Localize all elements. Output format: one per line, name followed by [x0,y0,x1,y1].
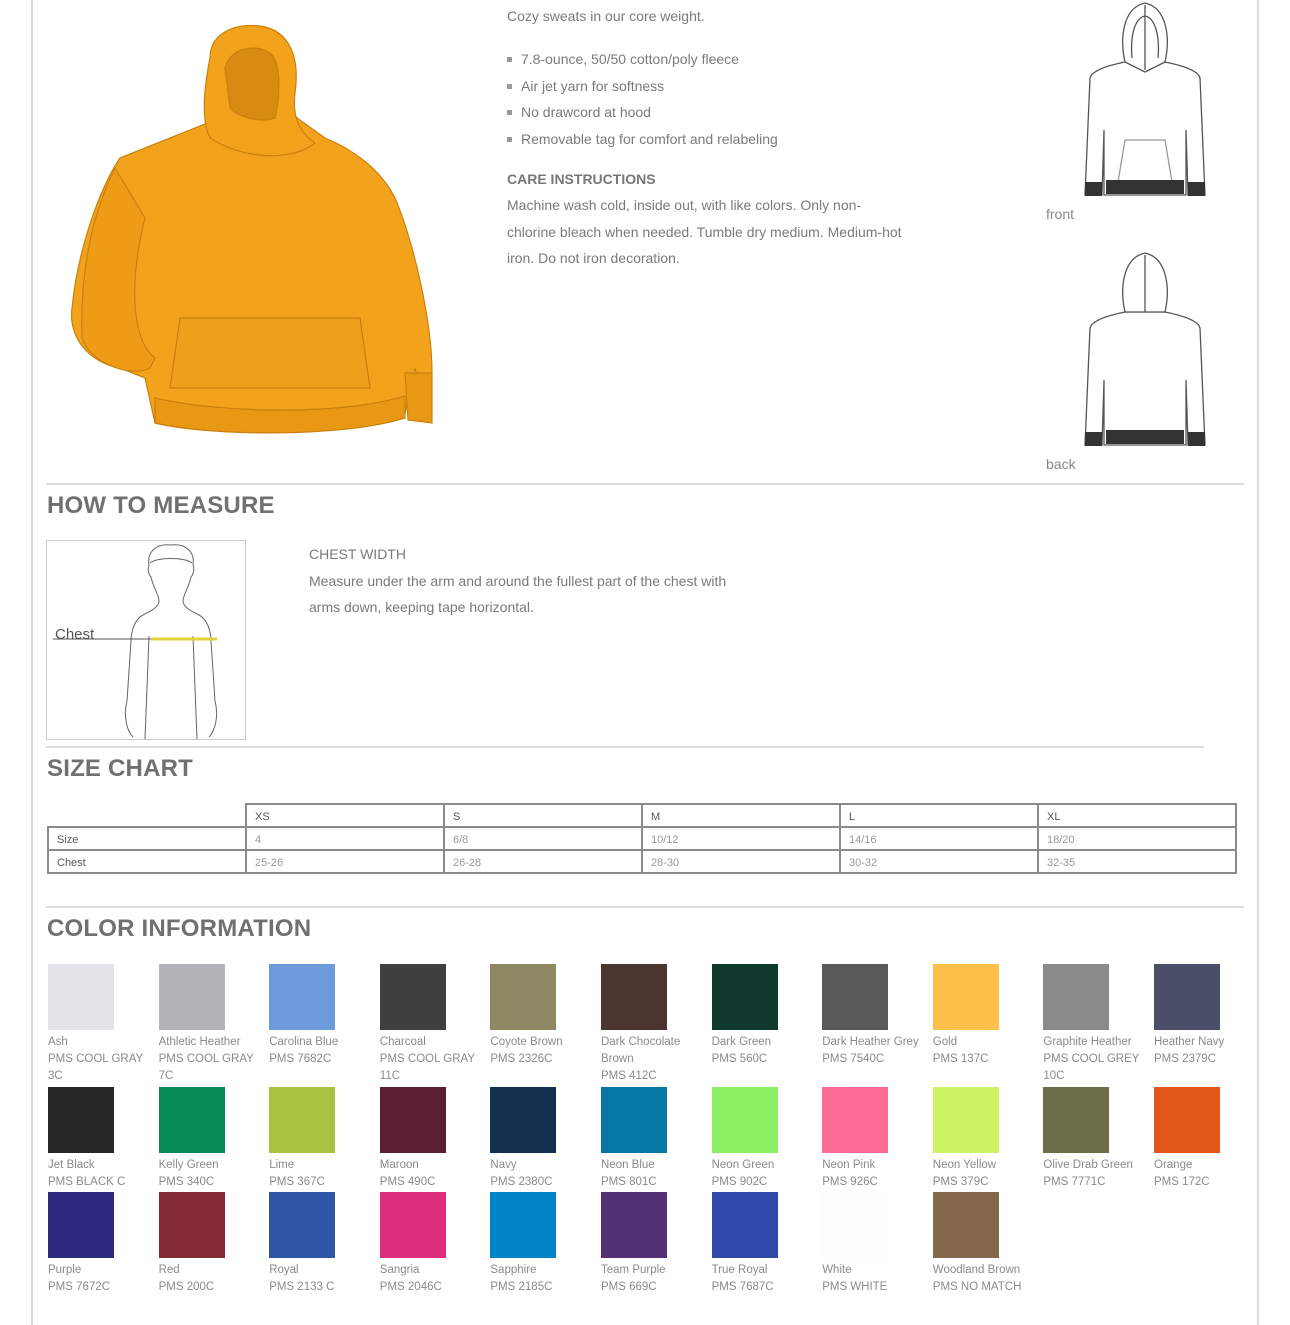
color-pms-code: PMS 560C [711,1053,768,1065]
chest-width-title: CHEST WIDTH [309,546,406,562]
table-header-cell [48,804,246,827]
color-swatch[interactable] [159,1192,269,1296]
color-information-title: COLOR INFORMATION [47,915,312,942]
color-swatch[interactable] [822,1087,932,1191]
color-swatch[interactable] [490,964,600,1068]
table-cell: 28-30 [642,850,840,873]
divider [46,483,1244,485]
color-chip[interactable] [1043,964,1109,1030]
table-cell: 25-26 [246,850,444,873]
color-pms-code: PMS 7687C [711,1281,774,1293]
color-pms-code: PMS 7682C [269,1053,332,1065]
color-pms-code: PMS 669C [601,1281,657,1293]
color-chip[interactable] [601,1087,667,1153]
color-name: Dark Heather Grey [822,1036,919,1048]
back-view [1040,250,1250,500]
color-pms-code: PMS 2185C [490,1281,553,1293]
color-pms-code: PMS 412C [601,1070,657,1082]
color-name: Graphite Heather [1043,1036,1132,1048]
color-chip[interactable] [712,1192,778,1258]
table-cell: 32-35 [1038,850,1236,873]
table-cell: 10/12 [642,827,840,850]
color-chip[interactable] [822,1087,888,1153]
color-pms-code: PMS COOL GRAY 3C [48,1053,144,1082]
color-name: Dark Green [711,1036,772,1048]
color-pms-code: PMS 7672C [48,1281,111,1293]
color-name: Sapphire [490,1264,537,1276]
color-swatch[interactable] [822,1192,932,1296]
color-name: Royal [269,1264,299,1276]
color-pms-code: PMS 137C [932,1053,989,1065]
color-pms-code: PMS 801C [601,1176,657,1188]
color-chip[interactable] [380,1192,446,1258]
color-pms-code: PMS 7540C [822,1053,885,1065]
color-pms-code: PMS 340C [158,1176,215,1188]
color-swatch[interactable] [159,1087,269,1191]
color-chip[interactable] [933,964,999,1030]
care-instructions-title: CARE INSTRUCTIONS [507,171,656,187]
color-chip[interactable] [601,1192,667,1258]
color-chip[interactable] [1154,964,1220,1030]
feature-item: Removable tag for comfort and relabeling [507,126,907,153]
hoodie-back-outline-icon [1080,250,1210,450]
care-instructions-text: Machine wash cold, inside out, with like colors. Only non-chlorine bleach when needed. Tumble dry medium. Medium-hot iron. Do not iron decoration. [507,197,902,266]
color-name: Purple [48,1264,82,1276]
color-swatch[interactable] [1043,964,1153,1085]
color-swatch[interactable] [269,1087,379,1191]
color-pms-code: PMS 172C [1154,1176,1210,1188]
color-swatch[interactable] [712,1192,822,1296]
color-swatch[interactable] [490,1087,600,1191]
hoodie-front-outline-icon [1080,0,1210,200]
color-swatch[interactable] [490,1192,600,1296]
color-name: Jet Black [48,1159,95,1171]
table-header-cell: XL [1038,804,1236,827]
color-swatch[interactable] [159,964,269,1085]
front-view-label: front [1046,206,1075,222]
measure-instructions [309,544,729,620]
color-chip[interactable] [48,1192,114,1258]
color-swatch[interactable] [269,1192,379,1296]
color-chip[interactable] [48,964,114,1030]
color-name: Red [158,1264,180,1276]
product-photo-gold-hoodie [60,18,440,443]
table-header-cell: M [642,804,840,827]
color-swatch[interactable] [48,1192,158,1296]
table-cell: 6/8 [444,827,642,850]
color-name: Navy [490,1159,517,1171]
color-name: Orange [1154,1159,1193,1171]
color-swatch[interactable] [48,964,158,1085]
color-chip[interactable] [159,1192,225,1258]
feature-item: Air jet yarn for softness [507,73,907,100]
color-pms-code: PMS WHITE [822,1281,888,1293]
table-header-cell: S [444,804,642,827]
color-chip[interactable] [822,1192,888,1258]
table-row [48,827,1236,850]
color-chip[interactable] [380,1087,446,1153]
front-view [1040,0,1250,250]
color-name: Dark Chocolate Brown [601,1036,681,1065]
color-pms-code: PMS 2133 C [269,1281,335,1293]
color-chip[interactable] [159,1087,225,1153]
table-cell: 18/20 [1038,827,1236,850]
garment-views [1040,0,1250,500]
size-chart-title: SIZE CHART [47,755,193,782]
color-chip[interactable] [712,964,778,1030]
color-swatch[interactable] [1043,1087,1153,1191]
table-row-label: Size [48,827,246,850]
color-swatch[interactable] [601,964,711,1085]
size-chart-header-row [48,804,1236,827]
color-chip[interactable] [269,1087,335,1153]
color-swatch[interactable] [1154,964,1264,1068]
color-pms-code: PMS 7771C [1043,1176,1106,1188]
color-chip[interactable] [490,964,556,1030]
color-name: Neon Blue [601,1159,655,1171]
table-header-cell: XS [246,804,444,827]
feature-item: No drawcord at hood [507,99,907,126]
color-name: Charcoal [379,1036,426,1048]
table-cell: 4 [246,827,444,850]
color-chip[interactable] [490,1087,556,1153]
product-description [507,6,907,272]
color-swatch[interactable] [380,964,490,1085]
color-swatch[interactable] [601,1087,711,1191]
bullet-icon [507,84,512,89]
color-name: Athletic Heather [158,1036,241,1048]
table-row-label: Chest [48,850,246,873]
color-pms-code: PMS BLACK C [48,1176,126,1188]
svg-text:Chest: Chest [55,626,95,643]
color-name: Neon Green [711,1159,775,1171]
color-swatch[interactable] [822,964,932,1068]
color-name: Neon Yellow [932,1159,997,1171]
table-cell: 14/16 [840,827,1038,850]
color-chip[interactable] [269,1192,335,1258]
color-swatch[interactable] [380,1087,490,1191]
back-view-label: back [1046,456,1076,472]
color-chip[interactable] [1043,1087,1109,1153]
color-name: Gold [932,1036,958,1048]
color-pms-code: PMS 2380C [490,1176,553,1188]
color-pms-code: PMS COOL GRAY 7C [158,1053,254,1082]
color-pms-code: PMS 2046C [379,1281,442,1293]
color-name: Kelly Green [158,1159,219,1171]
color-swatch[interactable] [712,1087,822,1191]
color-swatch[interactable] [933,964,1043,1068]
chest-width-text: Measure under the arm and around the fullest part of the chest with arms down, keeping tape horizontal. [309,573,727,615]
feature-item: 7.8-ounce, 50/50 cotton/poly fleece [507,46,907,73]
color-pms-code: PMS 926C [822,1176,878,1188]
color-name: Lime [269,1159,295,1171]
color-chip[interactable] [933,1087,999,1153]
color-pms-code: PMS 379C [932,1176,989,1188]
table-header-cell: L [840,804,1038,827]
color-name: Carolina Blue [269,1036,339,1048]
table-cell: 26-28 [444,850,642,873]
color-chip[interactable] [1154,1087,1220,1153]
color-name: Maroon [379,1159,419,1171]
color-name: Olive Drab Green [1043,1159,1133,1171]
color-pms-code: PMS 200C [158,1281,215,1293]
color-pms-code: PMS 2379C [1154,1053,1217,1065]
color-name: Team Purple [601,1264,666,1276]
color-chip[interactable] [933,1192,999,1258]
size-chart-table [47,803,1237,874]
bullet-icon [507,57,512,62]
divider [46,906,1244,908]
color-swatch[interactable] [601,1192,711,1296]
color-chip[interactable] [159,964,225,1030]
color-pms-code: PMS NO MATCH [932,1281,1022,1293]
color-swatch[interactable] [269,964,379,1068]
color-chip[interactable] [48,1087,114,1153]
color-name: Ash [48,1036,68,1048]
color-name: Neon Pink [822,1159,876,1171]
color-swatch[interactable] [933,1087,1043,1191]
color-chip[interactable] [822,964,888,1030]
product-intro: Cozy sweats in our core weight. [507,8,705,24]
color-pms-code: PMS 367C [269,1176,325,1188]
color-chip[interactable] [712,1087,778,1153]
color-name: Sangria [379,1264,420,1276]
color-chip[interactable] [380,964,446,1030]
color-swatch[interactable] [712,964,822,1068]
table-row [48,850,1236,873]
page-frame-left-border [31,0,33,1325]
color-swatch[interactable] [380,1192,490,1296]
color-swatch[interactable] [1154,1087,1264,1191]
color-name: White [822,1264,852,1276]
color-name: Coyote Brown [490,1036,563,1048]
color-pms-code: PMS 2326C [490,1053,553,1065]
color-swatch[interactable] [933,1192,1043,1296]
color-name: Heather Navy [1154,1036,1225,1048]
bullet-icon [507,110,512,115]
color-chip[interactable] [601,964,667,1030]
color-name: Woodland Brown [932,1264,1021,1276]
color-pms-code: PMS COOL GRAY 11C [379,1053,475,1082]
color-pms-code: PMS 490C [379,1176,436,1188]
color-pms-code: PMS 902C [711,1176,768,1188]
bullet-icon [507,137,512,142]
table-cell: 30-32 [840,850,1038,873]
feature-list [507,46,907,152]
color-chip[interactable] [269,964,335,1030]
color-swatch[interactable] [48,1087,158,1191]
divider [46,746,1204,748]
color-name: True Royal [711,1264,768,1276]
color-pms-code: PMS COOL GREY 10C [1043,1053,1140,1082]
color-chip[interactable] [490,1192,556,1258]
how-to-measure-title: HOW TO MEASURE [47,492,275,519]
chest-measure-diagram [46,540,246,740]
